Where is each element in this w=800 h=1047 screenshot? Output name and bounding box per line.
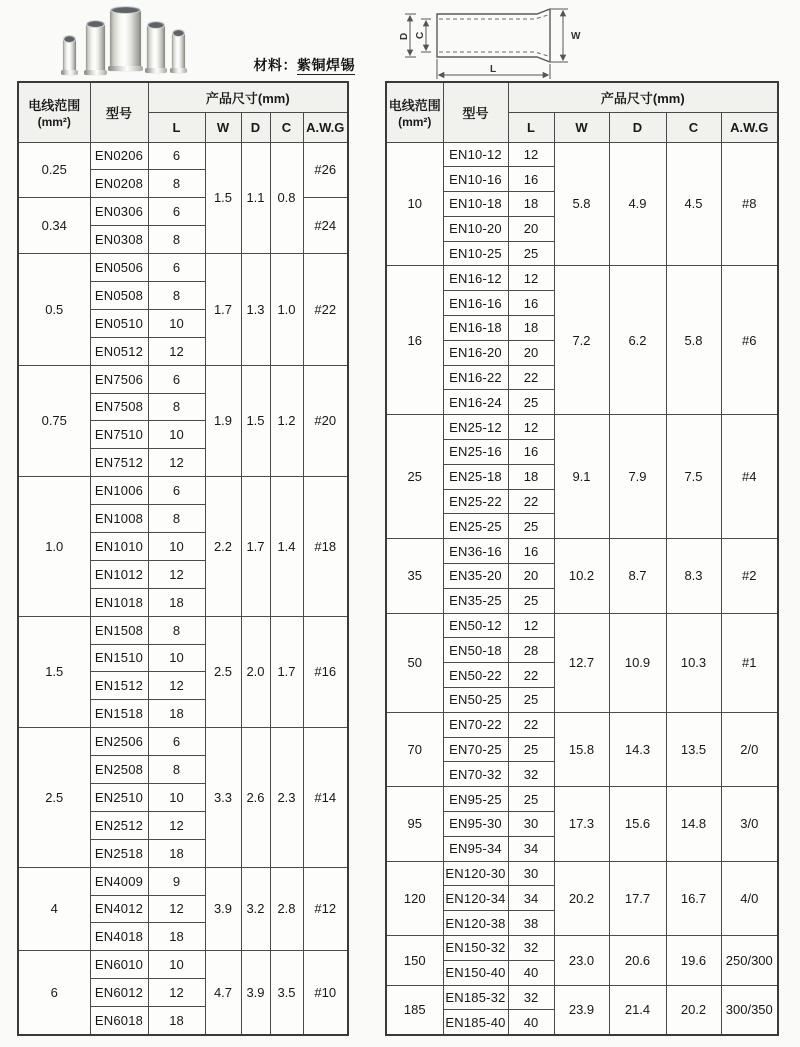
wire-range-cell: 70 bbox=[386, 712, 443, 786]
model-cell: EN35-20 bbox=[443, 564, 508, 589]
dim-w-cell: 23.9 bbox=[554, 985, 609, 1035]
model-cell: EN0512 bbox=[90, 337, 148, 365]
length-cell: 22 bbox=[508, 365, 554, 390]
ferrule-image-medium-1 bbox=[86, 23, 105, 74]
model-cell: EN95-30 bbox=[443, 812, 508, 837]
model-cell: EN10-18 bbox=[443, 192, 508, 217]
length-cell: 12 bbox=[508, 415, 554, 440]
dim-d-cell: 10.9 bbox=[609, 613, 666, 712]
dim-label-w: W bbox=[571, 31, 581, 42]
header-dims-title: 产品尺寸(mm) bbox=[508, 82, 778, 112]
length-cell: 10 bbox=[148, 309, 205, 337]
dim-d-cell: 1.3 bbox=[241, 254, 270, 366]
model-cell: EN1018 bbox=[90, 588, 148, 616]
table-row bbox=[18, 616, 348, 644]
model-cell: EN10-25 bbox=[443, 241, 508, 266]
dim-c-cell: 2.3 bbox=[270, 728, 303, 867]
dim-c-cell: 14.8 bbox=[666, 787, 721, 861]
wire-range-cell: 0.5 bbox=[18, 254, 90, 366]
table-row bbox=[386, 985, 778, 1010]
model-cell: EN0506 bbox=[90, 254, 148, 282]
model-cell: EN2506 bbox=[90, 728, 148, 756]
model-cell: EN7506 bbox=[90, 365, 148, 393]
model-cell: EN25-25 bbox=[443, 514, 508, 539]
length-cell: 18 bbox=[508, 316, 554, 341]
dim-w-cell: 7.2 bbox=[554, 266, 609, 415]
length-cell: 10 bbox=[148, 644, 205, 672]
dim-w-cell: 2.5 bbox=[205, 616, 241, 728]
wire-range-cell: 185 bbox=[386, 985, 443, 1035]
awg-cell: 3/0 bbox=[721, 787, 778, 861]
length-cell: 6 bbox=[148, 477, 205, 505]
dim-w-cell: 20.2 bbox=[554, 861, 609, 935]
header-model: 型号 bbox=[90, 82, 148, 142]
model-cell: EN1510 bbox=[90, 644, 148, 672]
dim-w-cell: 2.2 bbox=[205, 477, 241, 616]
dim-d-cell: 1.1 bbox=[241, 142, 270, 254]
ferrule-image-small-1 bbox=[63, 38, 76, 74]
length-cell: 8 bbox=[148, 616, 205, 644]
model-cell: EN2508 bbox=[90, 756, 148, 784]
length-cell: 25 bbox=[508, 688, 554, 713]
header-col-awg: A.W.G bbox=[303, 112, 348, 142]
dim-d-cell: 20.6 bbox=[609, 936, 666, 986]
length-cell: 22 bbox=[508, 489, 554, 514]
dim-w-cell: 3.3 bbox=[205, 728, 241, 867]
model-cell: EN6018 bbox=[90, 1007, 148, 1035]
model-cell: EN2512 bbox=[90, 811, 148, 839]
length-cell: 40 bbox=[508, 1010, 554, 1035]
length-cell: 6 bbox=[148, 142, 205, 170]
model-cell: EN4018 bbox=[90, 923, 148, 951]
dim-w-cell: 12.7 bbox=[554, 613, 609, 712]
dim-label-d: D bbox=[399, 32, 410, 40]
header-wire-range-text: 电线范围 bbox=[28, 98, 81, 114]
model-cell: EN120-30 bbox=[443, 861, 508, 886]
model-cell: EN120-34 bbox=[443, 886, 508, 911]
length-cell: 10 bbox=[148, 532, 205, 560]
model-cell: EN1010 bbox=[90, 532, 148, 560]
length-cell: 25 bbox=[508, 241, 554, 266]
length-cell: 12 bbox=[148, 449, 205, 477]
awg-cell: #6 bbox=[721, 266, 778, 415]
header-col-d: D bbox=[241, 112, 270, 142]
header-wire-range bbox=[386, 82, 443, 142]
length-cell: 34 bbox=[508, 886, 554, 911]
awg-cell: 4/0 bbox=[721, 861, 778, 935]
material-value: 紫铜焊锡 bbox=[297, 57, 355, 73]
table-row bbox=[386, 787, 778, 812]
length-cell: 6 bbox=[148, 728, 205, 756]
model-cell: EN1012 bbox=[90, 560, 148, 588]
dim-d-cell: 2.6 bbox=[241, 728, 270, 867]
model-cell: EN25-12 bbox=[443, 415, 508, 440]
length-cell: 25 bbox=[508, 787, 554, 812]
wire-range-cell: 10 bbox=[386, 142, 443, 266]
header-col-l: L bbox=[148, 112, 205, 142]
dim-c-cell: 8.3 bbox=[666, 539, 721, 613]
dim-c-cell: 5.8 bbox=[666, 266, 721, 415]
dim-label-l: L bbox=[490, 64, 497, 75]
awg-cell: #14 bbox=[303, 728, 348, 867]
awg-cell: #12 bbox=[303, 867, 348, 951]
spec-table-left bbox=[17, 81, 349, 1036]
model-cell: EN25-16 bbox=[443, 440, 508, 465]
header-wire-range-unit: (mm²) bbox=[37, 115, 71, 130]
dim-c-cell: 1.7 bbox=[270, 616, 303, 728]
length-cell: 12 bbox=[148, 895, 205, 923]
header-col-d: D bbox=[609, 112, 666, 142]
length-cell: 30 bbox=[508, 861, 554, 886]
length-cell: 20 bbox=[508, 340, 554, 365]
dim-c-cell: 13.5 bbox=[666, 712, 721, 786]
table-row bbox=[18, 142, 348, 170]
length-cell: 16 bbox=[508, 440, 554, 465]
model-cell: EN0208 bbox=[90, 170, 148, 198]
model-cell: EN7510 bbox=[90, 421, 148, 449]
material-note bbox=[160, 55, 355, 75]
length-cell: 9 bbox=[148, 867, 205, 895]
table-row bbox=[386, 415, 778, 440]
model-cell: EN1518 bbox=[90, 700, 148, 728]
spec-table-right bbox=[385, 81, 779, 1036]
dim-d-cell: 4.9 bbox=[609, 142, 666, 266]
length-cell: 8 bbox=[148, 505, 205, 533]
length-cell: 6 bbox=[148, 254, 205, 282]
dim-w-cell: 9.1 bbox=[554, 415, 609, 539]
length-cell: 20 bbox=[508, 216, 554, 241]
model-cell: EN25-18 bbox=[443, 464, 508, 489]
header-wire-range bbox=[18, 82, 90, 142]
length-cell: 34 bbox=[508, 836, 554, 861]
length-cell: 12 bbox=[508, 142, 554, 167]
length-cell: 18 bbox=[508, 464, 554, 489]
ferrule-image-large bbox=[110, 9, 141, 70]
model-cell: EN7512 bbox=[90, 449, 148, 477]
dim-c-cell: 20.2 bbox=[666, 985, 721, 1035]
model-cell: EN16-12 bbox=[443, 266, 508, 291]
dim-w-cell: 1.7 bbox=[205, 254, 241, 366]
length-cell: 16 bbox=[508, 167, 554, 192]
model-cell: EN0206 bbox=[90, 142, 148, 170]
table-row bbox=[18, 477, 348, 505]
awg-cell: #1 bbox=[721, 613, 778, 712]
table-row bbox=[386, 936, 778, 961]
dim-d-cell: 1.5 bbox=[241, 365, 270, 477]
model-cell: EN1508 bbox=[90, 616, 148, 644]
length-cell: 6 bbox=[148, 365, 205, 393]
dim-d-cell: 7.9 bbox=[609, 415, 666, 539]
table-row bbox=[386, 712, 778, 737]
wire-range-cell: 1.0 bbox=[18, 477, 90, 616]
model-cell: EN1008 bbox=[90, 505, 148, 533]
material-label: 材料： bbox=[253, 57, 297, 73]
awg-cell: #2 bbox=[721, 539, 778, 613]
dim-d-cell: 17.7 bbox=[609, 861, 666, 935]
table-row bbox=[386, 266, 778, 291]
length-cell: 25 bbox=[508, 588, 554, 613]
dim-w-cell: 17.3 bbox=[554, 787, 609, 861]
length-cell: 38 bbox=[508, 911, 554, 936]
length-cell: 32 bbox=[508, 762, 554, 787]
dim-w-cell: 23.0 bbox=[554, 936, 609, 986]
model-cell: EN185-32 bbox=[443, 985, 508, 1010]
length-cell: 12 bbox=[148, 979, 205, 1007]
model-cell: EN10-20 bbox=[443, 216, 508, 241]
length-cell: 18 bbox=[148, 700, 205, 728]
length-cell: 18 bbox=[148, 923, 205, 951]
model-cell: EN150-32 bbox=[443, 936, 508, 961]
model-cell: EN36-16 bbox=[443, 539, 508, 564]
table-row bbox=[18, 867, 348, 895]
length-cell: 18 bbox=[508, 192, 554, 217]
length-cell: 12 bbox=[148, 672, 205, 700]
header-col-awg: A.W.G bbox=[721, 112, 778, 142]
model-cell: EN120-38 bbox=[443, 911, 508, 936]
inner-dashed-bottom bbox=[439, 52, 548, 56]
model-cell: EN1006 bbox=[90, 477, 148, 505]
dim-c-cell: 4.5 bbox=[666, 142, 721, 266]
model-cell: EN0508 bbox=[90, 281, 148, 309]
length-cell: 8 bbox=[148, 756, 205, 784]
awg-cell: #16 bbox=[303, 616, 348, 728]
length-cell: 12 bbox=[508, 266, 554, 291]
awg-cell: 300/350 bbox=[721, 985, 778, 1035]
length-cell: 8 bbox=[148, 393, 205, 421]
length-cell: 12 bbox=[148, 811, 205, 839]
wire-range-cell: 16 bbox=[386, 266, 443, 415]
header-model: 型号 bbox=[443, 82, 508, 142]
wire-range-cell: 4 bbox=[18, 867, 90, 951]
header-col-c: C bbox=[666, 112, 721, 142]
model-cell: EN1512 bbox=[90, 672, 148, 700]
ferrule-outline bbox=[437, 9, 550, 62]
model-cell: EN50-25 bbox=[443, 688, 508, 713]
wire-range-cell: 120 bbox=[386, 861, 443, 935]
dimension-diagram bbox=[398, 2, 588, 84]
length-cell: 22 bbox=[508, 712, 554, 737]
awg-cell: 2/0 bbox=[721, 712, 778, 786]
table-body-right bbox=[386, 142, 778, 1035]
model-cell: EN16-24 bbox=[443, 390, 508, 415]
model-cell: EN25-22 bbox=[443, 489, 508, 514]
dim-c-cell: 1.4 bbox=[270, 477, 303, 616]
model-cell: EN0308 bbox=[90, 226, 148, 254]
length-cell: 12 bbox=[148, 337, 205, 365]
dim-c-cell: 16.7 bbox=[666, 861, 721, 935]
length-cell: 18 bbox=[148, 588, 205, 616]
length-cell: 32 bbox=[508, 985, 554, 1010]
length-cell: 6 bbox=[148, 198, 205, 226]
header-dims-title: 产品尺寸(mm) bbox=[148, 82, 348, 112]
model-cell: EN0510 bbox=[90, 309, 148, 337]
model-cell: EN4012 bbox=[90, 895, 148, 923]
table-row bbox=[18, 951, 348, 979]
table-row bbox=[386, 142, 778, 167]
wire-range-cell: 95 bbox=[386, 787, 443, 861]
length-cell: 10 bbox=[148, 951, 205, 979]
length-cell: 40 bbox=[508, 960, 554, 985]
dim-c-cell: 0.8 bbox=[270, 142, 303, 254]
header-col-w: W bbox=[205, 112, 241, 142]
model-cell: EN6010 bbox=[90, 951, 148, 979]
awg-cell: #10 bbox=[303, 951, 348, 1035]
header-col-w: W bbox=[554, 112, 609, 142]
model-cell: EN95-34 bbox=[443, 836, 508, 861]
dim-c-cell: 3.5 bbox=[270, 951, 303, 1035]
wire-range-cell: 0.34 bbox=[18, 198, 90, 254]
model-cell: EN50-22 bbox=[443, 663, 508, 688]
length-cell: 18 bbox=[148, 1007, 205, 1035]
model-cell: EN70-32 bbox=[443, 762, 508, 787]
length-cell: 25 bbox=[508, 737, 554, 762]
dim-d-cell: 15.6 bbox=[609, 787, 666, 861]
wire-range-cell: 2.5 bbox=[18, 728, 90, 867]
header-wire-range-text: 电线范围 bbox=[388, 98, 441, 114]
length-cell: 30 bbox=[508, 812, 554, 837]
table-row bbox=[386, 613, 778, 638]
dim-d-cell: 1.7 bbox=[241, 477, 270, 616]
dim-label-c: C bbox=[415, 31, 426, 39]
awg-cell: #24 bbox=[303, 198, 348, 254]
dim-d-cell: 3.2 bbox=[241, 867, 270, 951]
dim-w-cell: 3.9 bbox=[205, 867, 241, 951]
dim-w-cell: 10.2 bbox=[554, 539, 609, 613]
dim-c-cell: 2.8 bbox=[270, 867, 303, 951]
header-col-l: L bbox=[508, 112, 554, 142]
dim-c-cell: 7.5 bbox=[666, 415, 721, 539]
table-row bbox=[18, 254, 348, 282]
table-row bbox=[386, 539, 778, 564]
model-cell: EN50-12 bbox=[443, 613, 508, 638]
inner-dashed-top bbox=[439, 15, 548, 19]
length-cell: 16 bbox=[508, 291, 554, 316]
length-cell: 8 bbox=[148, 170, 205, 198]
length-cell: 16 bbox=[508, 539, 554, 564]
dim-c-cell: 1.0 bbox=[270, 254, 303, 366]
length-cell: 8 bbox=[148, 281, 205, 309]
wire-range-cell: 25 bbox=[386, 415, 443, 539]
model-cell: EN16-16 bbox=[443, 291, 508, 316]
awg-cell: #22 bbox=[303, 254, 348, 366]
model-cell: EN6012 bbox=[90, 979, 148, 1007]
wire-range-cell: 0.25 bbox=[18, 142, 90, 198]
awg-cell: #20 bbox=[303, 365, 348, 477]
length-cell: 22 bbox=[508, 663, 554, 688]
awg-cell: #8 bbox=[721, 142, 778, 266]
wire-range-cell: 0.75 bbox=[18, 365, 90, 477]
dim-w-cell: 4.7 bbox=[205, 951, 241, 1035]
header-wire-range-unit: (mm²) bbox=[398, 115, 432, 130]
header-col-c: C bbox=[270, 112, 303, 142]
awg-cell: 250/300 bbox=[721, 936, 778, 986]
dim-d-cell: 8.7 bbox=[609, 539, 666, 613]
dim-d-cell: 21.4 bbox=[609, 985, 666, 1035]
dim-w-cell: 5.8 bbox=[554, 142, 609, 266]
length-cell: 10 bbox=[148, 783, 205, 811]
wire-range-cell: 6 bbox=[18, 951, 90, 1035]
model-cell: EN50-18 bbox=[443, 638, 508, 663]
dim-c-cell: 19.6 bbox=[666, 936, 721, 986]
wire-range-cell: 1.5 bbox=[18, 616, 90, 728]
length-cell: 18 bbox=[148, 839, 205, 867]
model-cell: EN16-22 bbox=[443, 365, 508, 390]
wire-range-cell: 150 bbox=[386, 936, 443, 986]
table-row bbox=[18, 728, 348, 756]
model-cell: EN2510 bbox=[90, 783, 148, 811]
length-cell: 25 bbox=[508, 514, 554, 539]
awg-cell: #18 bbox=[303, 477, 348, 616]
model-cell: EN10-16 bbox=[443, 167, 508, 192]
model-cell: EN16-18 bbox=[443, 316, 508, 341]
table-body-left bbox=[18, 142, 348, 1035]
dim-c-cell: 1.2 bbox=[270, 365, 303, 477]
model-cell: EN150-40 bbox=[443, 960, 508, 985]
model-cell: EN95-25 bbox=[443, 787, 508, 812]
model-cell: EN4009 bbox=[90, 867, 148, 895]
length-cell: 10 bbox=[148, 421, 205, 449]
awg-cell: #26 bbox=[303, 142, 348, 198]
length-cell: 20 bbox=[508, 564, 554, 589]
model-cell: EN70-25 bbox=[443, 737, 508, 762]
dim-w-cell: 15.8 bbox=[554, 712, 609, 786]
dim-w-cell: 1.9 bbox=[205, 365, 241, 477]
length-cell: 12 bbox=[508, 613, 554, 638]
model-cell: EN0306 bbox=[90, 198, 148, 226]
dim-d-cell: 6.2 bbox=[609, 266, 666, 415]
wire-range-cell: 50 bbox=[386, 613, 443, 712]
dim-w-cell: 1.5 bbox=[205, 142, 241, 254]
length-cell: 8 bbox=[148, 226, 205, 254]
table-row bbox=[386, 861, 778, 886]
wire-range-cell: 35 bbox=[386, 539, 443, 613]
dim-d-cell: 3.9 bbox=[241, 951, 270, 1035]
length-cell: 25 bbox=[508, 390, 554, 415]
model-cell: EN185-40 bbox=[443, 1010, 508, 1035]
model-cell: EN70-22 bbox=[443, 712, 508, 737]
length-cell: 28 bbox=[508, 638, 554, 663]
dim-d-cell: 14.3 bbox=[609, 712, 666, 786]
dim-c-cell: 10.3 bbox=[666, 613, 721, 712]
dim-d-cell: 2.0 bbox=[241, 616, 270, 728]
length-cell: 32 bbox=[508, 936, 554, 961]
model-cell: EN2518 bbox=[90, 839, 148, 867]
length-cell: 12 bbox=[148, 560, 205, 588]
model-cell: EN16-20 bbox=[443, 340, 508, 365]
model-cell: EN35-25 bbox=[443, 588, 508, 613]
table-row bbox=[18, 365, 348, 393]
awg-cell: #4 bbox=[721, 415, 778, 539]
model-cell: EN7508 bbox=[90, 393, 148, 421]
model-cell: EN10-12 bbox=[443, 142, 508, 167]
